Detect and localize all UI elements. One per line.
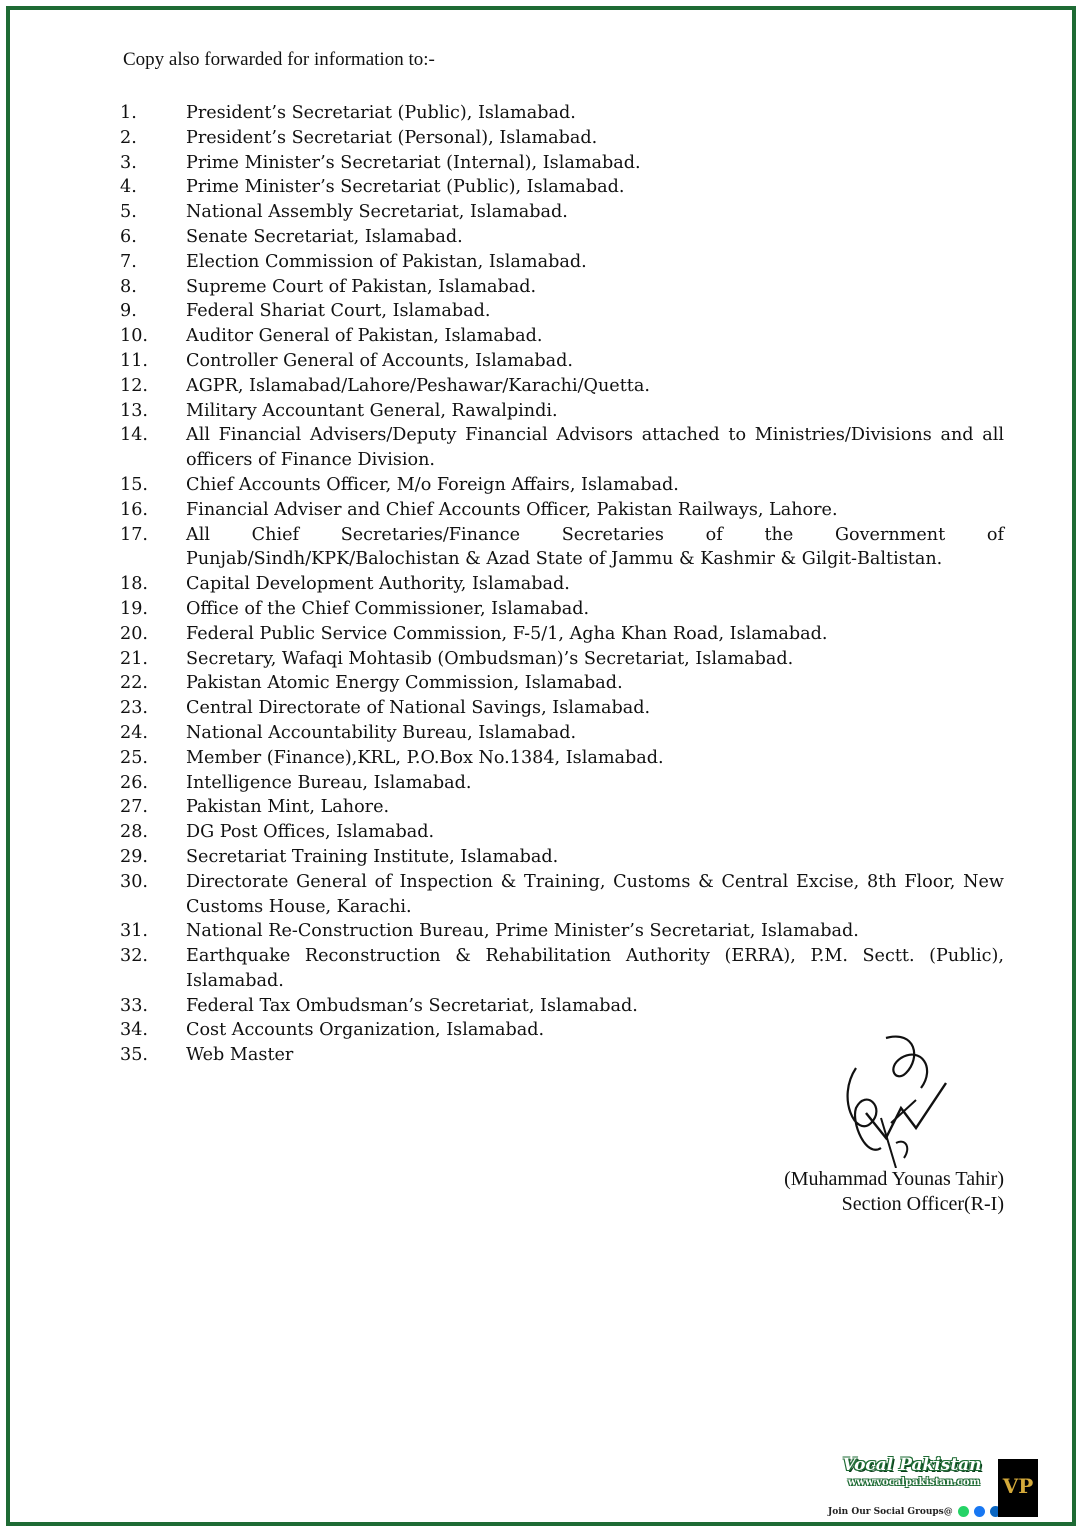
list-item-number: 10. — [120, 326, 148, 347]
handwritten-signature — [826, 1028, 966, 1168]
list-item — [120, 845, 1004, 870]
list-item-number: 1. — [120, 103, 137, 123]
list-item — [120, 721, 1004, 746]
list-item — [120, 771, 1004, 796]
list-item-text: National Accountability Bureau, Islamabad. — [186, 722, 577, 743]
list-item — [120, 696, 1004, 721]
list-item-text: Controller General of Accounts, Islamabad. — [186, 350, 573, 371]
list-item-number: 29. — [120, 846, 148, 867]
list-item-number: 18. — [120, 574, 148, 595]
list-item-text: Supreme Court of Pakistan, Islamabad. — [186, 276, 537, 297]
list-item-text: Federal Tax Ombudsman’s Secretariat, Islamabad. — [186, 995, 638, 1016]
list-item-text: Directorate General of Inspection & Training, Customs & Central Excise, 8th Floor, New Customs House, Karachi. — [186, 871, 1004, 917]
list-item-text: Cost Accounts Organization, Islamabad. — [186, 1020, 545, 1041]
list-item-text: Intelligence Bureau, Islamabad. — [186, 772, 472, 793]
list-item-number: 8. — [120, 276, 137, 297]
list-item-text: Earthquake Reconstruction & Rehabilitation Authority (ERRA), P.M. Sectt. (Public), Islamabad. — [186, 946, 1004, 991]
watermark-join-text: Join Our Social Groups@ — [828, 1507, 953, 1517]
list-item-text: Secretary, Wafaqi Mohtasib (Ombudsman)’s Secretariat, Islamabad. — [186, 648, 794, 669]
list-item — [120, 944, 1004, 994]
list-item — [120, 324, 1004, 349]
list-item-text: Office of the Chief Commissioner, Islamabad. — [186, 598, 590, 619]
list-item-number: 30. — [120, 871, 148, 892]
list-item — [120, 870, 1004, 920]
forwarding-intro: Copy also forwarded for information to:- — [123, 49, 435, 70]
list-item-text: President’s Secretariat (Personal), Islamabad. — [186, 127, 598, 148]
list-item — [120, 523, 1004, 573]
list-item-number: 28. — [120, 822, 148, 843]
list-item — [120, 250, 1004, 275]
list-item — [120, 225, 1004, 250]
list-item-text: National Assembly Secretariat, Islamabad. — [186, 202, 568, 223]
list-item — [120, 597, 1004, 622]
list-item-number: 23. — [120, 698, 148, 719]
list-item — [120, 175, 1004, 200]
list-item — [120, 622, 1004, 647]
recipient-list — [120, 101, 1004, 1068]
list-item-text: Chief Accounts Officer, M/o Foreign Affairs, Islamabad. — [186, 474, 679, 495]
list-item — [120, 671, 1004, 696]
list-item-text: Federal Shariat Court, Islamabad. — [186, 301, 491, 322]
list-item-number: 6. — [120, 226, 137, 247]
list-item-number: 31. — [120, 921, 148, 942]
list-item-text: Senate Secretariat, Islamabad. — [186, 226, 463, 247]
list-item-number: 26. — [120, 772, 148, 793]
list-item-text: Secretariat Training Institute, Islamabad. — [186, 846, 559, 867]
list-item-number: 12. — [120, 375, 148, 396]
list-item — [120, 275, 1004, 300]
list-item — [120, 200, 1004, 225]
list-item-number: 17. — [120, 524, 148, 545]
whatsapp-icon — [958, 1506, 969, 1517]
facebook-icon — [974, 1506, 985, 1517]
list-item-text: Prime Minister’s Secretariat (Public), Islamabad. — [186, 177, 625, 198]
list-item-number: 21. — [120, 648, 148, 669]
signatory-name: (Muhammad Younas Tahir) — [784, 1168, 1004, 1190]
list-item-number: 14. — [120, 425, 148, 446]
list-item-text: National Re-Construction Bureau, Prime Minister’s Secretariat, Islamabad. — [186, 921, 859, 942]
list-item — [120, 423, 1004, 473]
list-item-number: 9. — [120, 301, 137, 322]
list-item — [120, 473, 1004, 498]
list-item-number: 34. — [120, 1020, 148, 1041]
list-item-text: Auditor General of Pakistan, Islamabad. — [186, 326, 543, 347]
list-item-text: DG Post Offices, Islamabad. — [186, 822, 435, 843]
list-item — [120, 919, 1004, 944]
list-item — [120, 647, 1004, 672]
list-item — [120, 399, 1004, 424]
list-item-text: Military Accountant General, Rawalpindi. — [186, 400, 558, 421]
list-item-text: All Financial Advisers/Deputy Financial Advisors attached to Ministries/Divisions and all officers of Finance Division. — [186, 425, 1004, 471]
list-item-text: President’s Secretariat (Public), Islamabad. — [186, 103, 576, 123]
list-item-number: 7. — [120, 251, 137, 272]
list-item-number: 22. — [120, 673, 148, 694]
list-item-number: 13. — [120, 400, 148, 421]
list-item-text: Pakistan Mint, Lahore. — [186, 797, 390, 818]
signatory-designation: Section Officer(R-I) — [841, 1193, 1004, 1215]
list-item-number: 20. — [120, 623, 148, 644]
vp-logo-icon — [998, 1459, 1038, 1517]
list-item — [120, 101, 1004, 126]
list-item — [120, 572, 1004, 597]
list-item-number: 27. — [120, 797, 148, 818]
list-item — [120, 746, 1004, 771]
list-item-text: Prime Minister’s Secretariat (Internal), Islamabad. — [186, 152, 641, 173]
list-item-number: 16. — [120, 499, 148, 520]
list-item-text: Capital Development Authority, Islamabad. — [186, 574, 570, 595]
list-item — [120, 151, 1004, 176]
vocal-pakistan-watermark — [828, 1455, 1034, 1523]
list-item-number: 5. — [120, 202, 137, 223]
list-item-text: Central Directorate of National Savings, Islamabad. — [186, 698, 651, 719]
watermark-join — [828, 1506, 1001, 1517]
list-item — [120, 498, 1004, 523]
list-item-number: 11. — [120, 350, 148, 371]
list-item-text: Election Commission of Pakistan, Islamabad. — [186, 251, 587, 272]
list-item-number: 25. — [120, 747, 148, 768]
list-item — [120, 126, 1004, 151]
watermark-url: www.vocalpakistan.com — [847, 1477, 981, 1488]
list-item-number: 3. — [120, 152, 137, 173]
list-item — [120, 820, 1004, 845]
svg-text:VP: VP — [1002, 1474, 1034, 1498]
list-item-text: Web Master — [186, 1045, 294, 1066]
list-item-number: 2. — [120, 127, 137, 148]
signature-block — [784, 1167, 1004, 1217]
list-item-text: Federal Public Service Commission, F-5/1, Agha Khan Road, Islamabad. — [186, 623, 828, 644]
list-item-number: 15. — [120, 474, 148, 495]
list-item — [120, 374, 1004, 399]
list-item-text: Financial Adviser and Chief Accounts Officer, Pakistan Railways, Lahore. — [186, 499, 838, 520]
list-item-text: All Chief Secretaries/Finance Secretaries of the Government of Punjab/Sindh/KPK/Balochistan & Azad State of Jammu & Kashmir & Gilgit-Baltistan. — [186, 524, 1004, 570]
list-item — [120, 299, 1004, 324]
list-item-number: 19. — [120, 598, 148, 619]
list-item-text: Pakistan Atomic Energy Commission, Islamabad. — [186, 673, 623, 694]
list-item-text: Member (Finance),KRL, P.O.Box No.1384, Islamabad. — [186, 747, 664, 768]
list-item — [120, 994, 1004, 1019]
list-item-number: 24. — [120, 722, 148, 743]
list-item-number: 4. — [120, 177, 137, 198]
watermark-title: Vocal Pakistan — [842, 1455, 982, 1475]
list-item — [120, 795, 1004, 820]
list-item-number: 35. — [120, 1045, 148, 1066]
list-item-number: 32. — [120, 946, 148, 967]
list-item — [120, 349, 1004, 374]
list-item-text: AGPR, Islamabad/Lahore/Peshawar/Karachi/Quetta. — [186, 375, 650, 396]
list-item-number: 33. — [120, 995, 148, 1016]
